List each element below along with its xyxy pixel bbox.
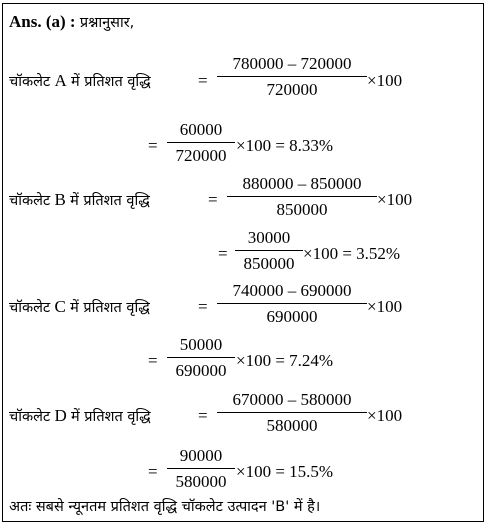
times-hundred: ×100 [377, 190, 413, 209]
result-a: ×100 = 8.33% [236, 136, 334, 155]
fraction-denominator: 850000 [243, 254, 295, 273]
fraction-numerator: 90000 [167, 446, 235, 469]
fraction-denominator: 580000 [266, 416, 318, 435]
answer-label: Ans. (a) : [9, 12, 76, 31]
fraction-c [217, 281, 367, 327]
chocolate-b-label: चॉकलेट B में प्रतिशत वृद्धि [9, 190, 150, 209]
solution-box [2, 3, 484, 522]
result-d: ×100 = 15.5% [236, 462, 334, 481]
fraction-a [217, 54, 367, 100]
result-c: ×100 = 7.24% [236, 351, 334, 370]
fraction-b-step [235, 228, 303, 274]
fraction-numerator: 30000 [235, 228, 303, 251]
equals-sign: = [198, 71, 208, 90]
fraction-denominator: 580000 [175, 472, 227, 491]
equals-sign: = [148, 351, 158, 370]
fraction-c-step [167, 335, 235, 381]
times-hundred: ×100 [367, 406, 403, 425]
fraction-a-step [167, 120, 235, 166]
fraction-denominator: 720000 [266, 80, 318, 99]
fraction-denominator: 720000 [175, 146, 227, 165]
times-hundred: ×100 [367, 297, 403, 316]
fraction-d [217, 390, 367, 436]
method-label: प्रश्नानुसार, [79, 15, 135, 31]
fraction-numerator: 780000 – 720000 [217, 54, 367, 77]
fraction-denominator: 690000 [266, 307, 318, 326]
chocolate-d-label: चॉकलेट D में प्रतिशत वृद्धि [9, 406, 151, 425]
fraction-d-step [167, 446, 235, 492]
equals-sign: = [148, 462, 158, 481]
fraction-numerator: 880000 – 850000 [227, 174, 377, 197]
fraction-denominator: 690000 [175, 361, 227, 380]
equals-sign: = [198, 406, 208, 425]
fraction-numerator: 60000 [167, 120, 235, 143]
equals-sign: = [198, 297, 208, 316]
conclusion-text: अतः सबसे न्यूनतम प्रतिशत वृद्धि चॉकलेट उत्पादन 'B' में है। [9, 499, 321, 515]
fraction-denominator: 850000 [276, 200, 328, 219]
times-hundred: ×100 [367, 71, 403, 90]
equals-sign: = [148, 136, 158, 155]
result-b: ×100 = 3.52% [303, 244, 401, 263]
answer-header [9, 12, 134, 33]
chocolate-a-label: चॉकलेट A में प्रतिशत वृद्धि [9, 71, 151, 90]
fraction-numerator: 50000 [167, 335, 235, 358]
fraction-b [227, 174, 377, 220]
equals-sign: = [218, 244, 228, 263]
chocolate-c-label: चॉकलेट C में प्रतिशत वृद्धि [9, 297, 150, 316]
fraction-numerator: 670000 – 580000 [217, 390, 367, 413]
fraction-numerator: 740000 – 690000 [217, 281, 367, 304]
equals-sign: = [208, 190, 218, 209]
